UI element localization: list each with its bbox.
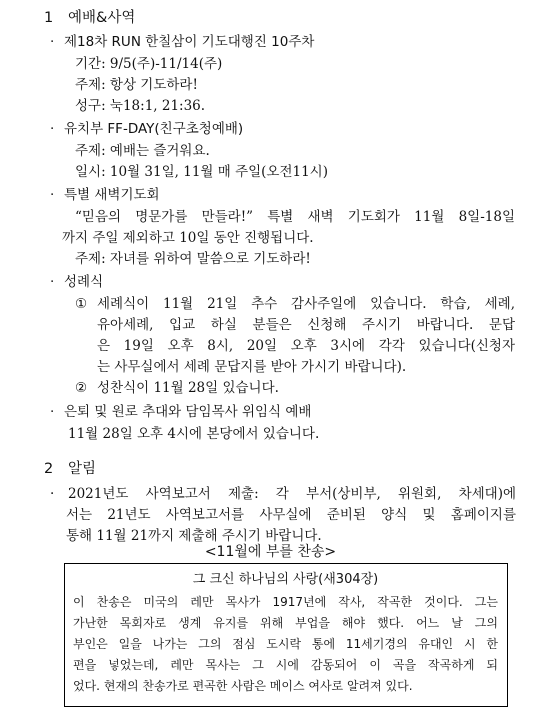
item-sacraments-title: 성례식	[64, 274, 104, 290]
item-prayer-march-period: 기간: 9/5(주)-11/14(주)	[75, 56, 223, 72]
item-prayer-march-theme: 주제: 항상 기도하라!	[75, 77, 198, 93]
item-ff-day-heading	[50, 119, 243, 139]
bullet-icon: ·	[50, 34, 55, 50]
item-prayer-march-verse: 성구: 눅18:1, 21:36.	[75, 98, 206, 114]
circled-number-2: ②	[75, 380, 88, 396]
item-dawn-prayer-theme: 주제: 자녀를 위하여 말씀으로 기도하라!	[75, 251, 311, 267]
item-dawn-prayer-title: 특별 새벽기도회	[64, 187, 160, 203]
sacrament-entry-2-text: 성찬식이 11월 28일 있습니다.	[97, 380, 279, 396]
sacrament-entry-1-line-4: 는 사무실에서 세례 문답지를 받아 가시기 바랍니다).	[97, 359, 407, 375]
notice-text-1: 2021년도 사역보고서 제출: 각 부서(상비부, 위원회, 차세대)에	[68, 486, 516, 502]
bullet-icon: ·	[50, 187, 55, 203]
hymn-text-line-4: 편을 넣었는데, 레만 목사는 그 시에 감동되어 이 곡을 작곡하게 되	[73, 658, 498, 672]
sacrament-entry-2	[75, 378, 279, 398]
item-installation-heading	[50, 402, 311, 422]
item-dawn-prayer-heading	[50, 185, 160, 205]
sacrament-entry-1-line-1	[75, 294, 515, 314]
item-prayer-march-heading	[50, 32, 314, 52]
hymn-text-line-3: 부인은 일을 나가는 그의 점심 도시락 통에 11세기경의 유대인 시 한	[73, 637, 498, 651]
hymn-text-line-5: 었다. 현재의 찬송가로 편곡한 사람은 메이스 여사로 알려져 있다.	[73, 679, 413, 693]
item-ff-day-theme: 주제: 예배는 즐거워요.	[75, 143, 210, 159]
notice-line-3: 통해 11월 21까지 제출해 주시기 바랍니다.	[66, 528, 322, 544]
section-1-title: 예배&사역	[68, 10, 136, 26]
item-sacraments-heading	[50, 272, 103, 292]
hymn-title: 그 크신 하나님의 사랑(새304장)	[192, 572, 379, 587]
bullet-icon: ·	[50, 121, 55, 137]
item-installation-time: 11월 28일 오후 4시에 본당에서 있습니다.	[68, 426, 320, 442]
section-2-number: 2	[44, 461, 54, 477]
section-1-heading	[44, 8, 135, 28]
sacrament-entry-1-line-3: 은 19일 오후 8시, 20일 오후 3시에 각각 있습니다(신청자	[97, 338, 515, 354]
circled-number-1: ①	[75, 296, 88, 312]
hymn-box	[64, 563, 508, 707]
hymn-text-line-2: 가난한 목회자로 생계 유지를 위해 부업을 해야 했다. 어느 날 그의	[73, 616, 498, 630]
bullet-icon: ·	[50, 404, 55, 420]
section-2-heading	[44, 459, 96, 479]
sacrament-entry-1-text-1: 세례식이 11월 21일 추수 감사주일에 있습니다. 학습, 세례,	[97, 296, 515, 312]
section-2-title: 알림	[68, 461, 97, 477]
item-ff-day-time: 일시: 10월 31일, 11월 매 주일(오전11시)	[75, 164, 328, 180]
bullet-icon: ·	[50, 486, 55, 502]
sacrament-entry-1-line-2: 유아세례, 입교 하실 분들은 신청해 주시기 바랍니다. 문답	[97, 317, 515, 333]
item-dawn-prayer-line-1: “믿음의 명문가를 만들라!” 특별 새벽 기도회가 11월 8일-18일	[75, 209, 515, 225]
bullet-icon: ·	[50, 274, 55, 290]
item-installation-title: 은퇴 및 원로 추대와 담임목사 위임식 예배	[64, 404, 312, 420]
hymn-text-line-1: 이 찬송은 미국의 레만 목사가 1917년에 작사, 작곡한 것이다. 그는	[73, 595, 498, 609]
item-dawn-prayer-line-2: 까지 주일 제외하고 10일 동안 진행됩니다.	[62, 230, 314, 246]
item-ff-day-title: 유치부 FF-DAY(친구초청예배)	[64, 121, 244, 137]
item-prayer-march-title: 제18차 RUN 한칠삼이 기도대행진 10주차	[64, 34, 315, 50]
notice-line-1	[50, 484, 516, 504]
notice-line-2: 서는 21년도 사역보고서를 사무실에 준비된 양식 및 홈페이지를	[66, 507, 516, 523]
section-1-number: 1	[44, 10, 54, 26]
hymn-heading: <11월에 부를 찬송>	[204, 544, 337, 560]
